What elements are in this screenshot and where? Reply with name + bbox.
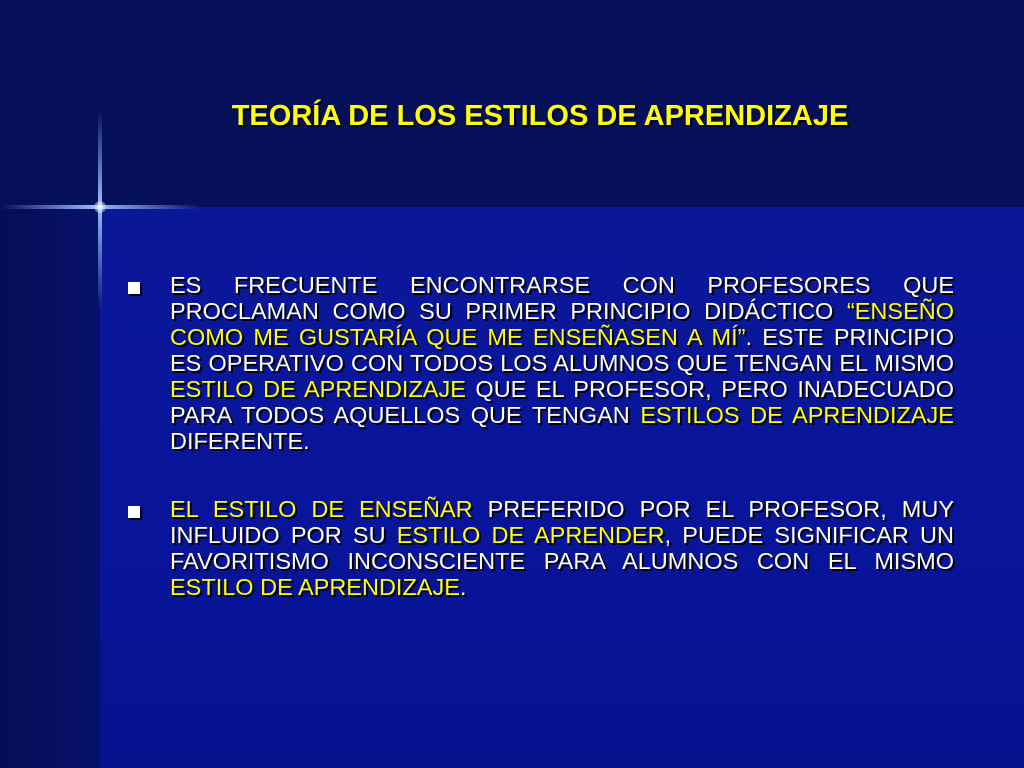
bullet-segment: DIFERENTE. bbox=[170, 428, 310, 454]
bullet-segment: PREFERIDO POR EL PROFESOR, MUY INFLUIDO POR SU bbox=[170, 496, 954, 548]
bullet-list bbox=[128, 272, 954, 642]
bullet-segment: QUE EL PROFESOR, PERO INADECUADO PARA TODOS AQUELLOS QUE TENGAN bbox=[170, 376, 955, 428]
slide-left-band bbox=[0, 207, 100, 768]
slide-title: TEORÍA DE LOS ESTILOS DE APRENDIZAJE bbox=[231, 100, 849, 132]
bullet-segment: , PUEDE SIGNIFICAR UN FAVORITISMO INCONSCIENTE PARA ALUMNOS CON EL MISMO bbox=[170, 522, 954, 574]
bullet-segment-highlight: EL ESTILO DE ENSEÑAR bbox=[170, 496, 473, 522]
bullet-segment-highlight: ESTILO DE APRENDIZAJE bbox=[170, 574, 460, 600]
bullet-item bbox=[128, 272, 954, 454]
sparkle-icon bbox=[94, 201, 106, 213]
bullet-segment-highlight: “ENSEÑO COMO ME GUSTARÍA QUE ME ENSEÑASEN A MÍ” bbox=[170, 298, 954, 350]
bullet-segment: ES FRECUENTE ENCONTRARSE CON PROFESORES QUE PROCLAMAN COMO SU PRIMER PRINCIPIO DIDÁCTICO bbox=[170, 272, 954, 324]
bullet-text bbox=[170, 272, 954, 454]
bullet-segment: . ESTE PRINCIPIO ES OPERATIVO CON TODOS LOS ALUMNOS QUE TENGAN EL MISMO bbox=[170, 324, 954, 376]
square-bullet-icon bbox=[128, 282, 140, 294]
bullet-segment-highlight: ESTILOS DE APRENDIZAJE bbox=[640, 402, 954, 428]
bullet-segment: . bbox=[459, 574, 467, 600]
square-bullet-icon bbox=[128, 506, 140, 518]
bullet-item bbox=[128, 496, 954, 600]
bullet-segment-highlight: ESTILO DE APRENDIZAJE bbox=[170, 376, 466, 402]
bullet-text bbox=[170, 496, 954, 600]
bullet-segment-highlight: ESTILO DE APRENDER bbox=[396, 522, 665, 548]
